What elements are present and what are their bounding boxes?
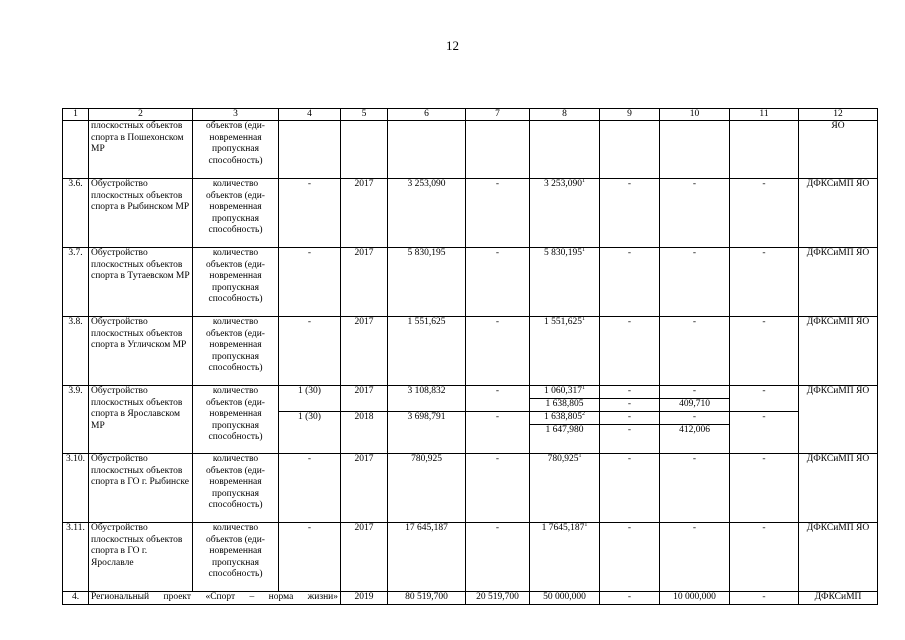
page-number: 12 <box>446 38 459 53</box>
indicator: количество объектов (еди-новременная пропускная способность) <box>193 454 279 523</box>
row-number: 3.10. <box>63 454 89 523</box>
executor: ДФКСиМП ЯО <box>799 386 878 454</box>
header-cell: 3 <box>193 109 279 121</box>
executor: ЯО <box>799 121 878 179</box>
indicator: количество объектов (еди-новременная пропускная способность) <box>193 523 279 592</box>
indicator: объектов (еди-новременная пропускная способность) <box>193 121 279 179</box>
header-cell: 9 <box>600 109 660 121</box>
measure-name: Обустройство плоскостных объектов спорта в Рыбинском МР <box>89 179 193 248</box>
executor: ДФКСиМП ЯО <box>799 454 878 523</box>
header-cell: 7 <box>466 109 530 121</box>
table-row: 3.6. Обустройство плоскостных объектов спорта в Рыбинском МР количество объектов (еди-новременная пропускная способность) - 2017 3 253,090 - 3 253,090$^1$ - - - ДФКСиМП ЯО <box>63 179 878 248</box>
row-number: 3.11. <box>63 523 89 592</box>
program-table <box>62 108 878 605</box>
header-cell: 2 <box>89 109 193 121</box>
header-cell: 5 <box>341 109 388 121</box>
executor: ДФКСиМП ЯО <box>799 523 878 592</box>
measure-name: Обустройство плоскостных объектов спорта в ГО г. Ярославле <box>89 523 193 592</box>
header-cell: 6 <box>388 109 466 121</box>
indicator: количество объектов (еди-новременная пропускная способность) <box>193 248 279 317</box>
table-row: 4. Региональный проект «Спорт – норма жизни» 2019 80 519,700 20 519,700 50 000,000 - 10 000,000 - ДФКСиМП <box>63 592 878 605</box>
measure-name: Обустройство плоскостных объектов спорта в Тутаевском МР <box>89 248 193 317</box>
table-row: 3.9. Обустройство плоскостных объектов спорта в Ярославском МР количество объектов (еди-новременная пропускная способность) 1 (30) 2017 3 108,832 - 1 060,317$^1$ - - - ДФКСиМП ЯО <box>63 386 878 399</box>
table-row: 3.10. Обустройство плоскостных объектов спорта в ГО г. Рыбинске количество объектов (еди-новременная пропускная способность) - 2017 780,925 - 780,925$^1$ - - - ДФКСиМП ЯО <box>63 454 878 523</box>
executor: ДФКСиМП ЯО <box>799 248 878 317</box>
table-row <box>63 121 878 179</box>
table-row: 1 (30) 2018 3 698,791 - 1 638,805$^2$ - - - <box>63 412 878 425</box>
measure-name: Обустройство плоскостных объектов спорта в ГО г. Рыбинске <box>89 454 193 523</box>
row-number: 4. <box>63 592 89 605</box>
executor: ДФКСиМП ЯО <box>799 179 878 248</box>
measure-name: Обустройство плоскостных объектов спорта в Угличском МР <box>89 317 193 386</box>
header-cell: 12 <box>799 109 878 121</box>
row-number: 3.9. <box>63 386 89 454</box>
table-row: 1 647,980 - 412,006 <box>63 425 878 454</box>
table-row: 1 638,805 - 409,710 <box>63 399 878 412</box>
header-cell: 10 <box>660 109 730 121</box>
table-row: 3.7. Обустройство плоскостных объектов спорта в Тутаевском МР количество объектов (еди-новременная пропускная способность) - 2017 5 830,195 - 5 830,195$^1$ - - - ДФКСиМП ЯО <box>63 248 878 317</box>
executor: ДФКСиМП <box>799 592 878 605</box>
indicator: количество объектов (еди-новременная пропускная способность) <box>193 179 279 248</box>
header-row <box>63 109 878 121</box>
row-number: 3.6. <box>63 179 89 248</box>
table-row: 3.11. Обустройство плоскостных объектов спорта в ГО г. Ярославле количество объектов (еди-новременная пропускная способность) - 2017 17 645,187 - 1 7645,187$^1$ - - - ДФКСиМП ЯО <box>63 523 878 592</box>
header-cell: 1 <box>63 109 89 121</box>
indicator: количество объектов (еди-новременная пропускная способность) <box>193 317 279 386</box>
executor: ДФКСиМП ЯО <box>799 317 878 386</box>
row-number: 3.7. <box>63 248 89 317</box>
row-number: 3.8. <box>63 317 89 386</box>
measure-name: Обустройство плоскостных объектов спорта в Ярославском МР <box>89 386 193 454</box>
header-cell: 8 <box>530 109 600 121</box>
indicator: количество объектов (еди-новременная пропускная способность) <box>193 386 279 454</box>
measure-name: плоскостных объектов спорта в Пошехонском МР <box>89 121 193 179</box>
project-name: Региональный проект «Спорт – норма жизни» <box>89 592 341 605</box>
header-cell: 11 <box>730 109 799 121</box>
header-cell: 4 <box>279 109 341 121</box>
table-row: 3.8. Обустройство плоскостных объектов спорта в Угличском МР количество объектов (еди-новременная пропускная способность) - 2017 1 551,625 - 1 551,625$^1$ - - - ДФКСиМП ЯО <box>63 317 878 386</box>
